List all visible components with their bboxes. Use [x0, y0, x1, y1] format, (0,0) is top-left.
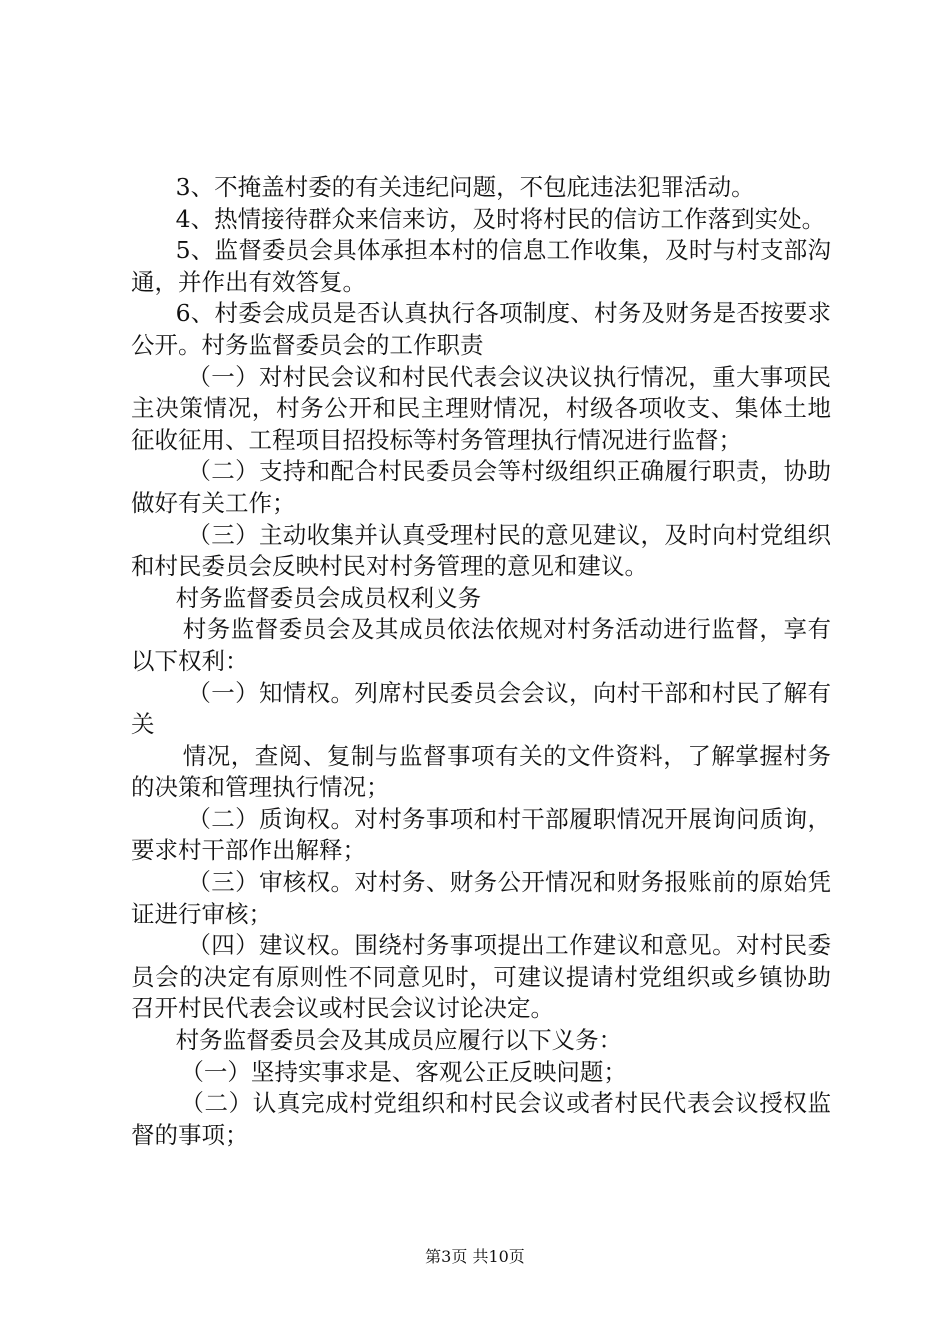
paragraph: （一）坚持实事求是、客观公正反映问题；	[180, 1057, 627, 1086]
paragraph: 村务监督委员会及其成员应履行以下义务：	[175, 1026, 623, 1055]
paragraph: （二）认真完成村党组织和村民会议或者村民代表会议授权监督的事项；	[131, 1089, 831, 1149]
paragraph: （三）审核权。对村务、财务公开情况和财务报账前的原始凭证进行审核；	[131, 868, 831, 928]
paragraph: 4、热情接待群众来信来访，及时将村民的信访工作落到实处。	[175, 204, 826, 233]
paragraph: （二）质询权。对村务事项和村干部履职情况开展询问质询，要求村干部作出解释；	[131, 804, 831, 865]
paragraph: （一）对村民会议和村民代表会议决议执行情况，重大事项民主决策情况，村务公开和民主理财情况，村级各项收支、集体土地征收征用、工程项目招投标等村务管理执行情况进行监督；	[131, 362, 831, 454]
paragraph: 6、村委会成员是否认真执行各项制度、村务及财务是否按要求公开。村务监督委员会的工作职责	[131, 299, 831, 359]
paragraph: （四）建议权。围绕村务事项提出工作建议和意见。对村民委员会的决定有原则性不同意见时，可建议提请村党组织或乡镇协助召开村民代表会议或村民会议讨论决定。	[131, 931, 831, 1023]
paragraph: 村务监督委员会成员权利义务	[175, 583, 482, 612]
paragraph: 5、监督委员会具体承担本村的信息工作收集，及时与村支部沟通，并作出有效答复。	[131, 236, 831, 296]
paragraph: （三）主动收集并认真受理村民的意见建议，及时向村党组织和村民委员会反映村民对村务管理的意见和建议。	[131, 520, 831, 581]
paragraph: 情况，查阅、复制与监督事项有关的文件资料，了解掌握村务的决策和管理执行情况；	[131, 741, 831, 802]
document-body	[131, 172, 831, 1151]
paragraph: （一）知情权。列席村民委员会会议，向村干部和村民了解有关	[131, 678, 831, 739]
paragraph: 3、不掩盖村委的有关违纪问题，不包庇违法犯罪活动。	[175, 173, 755, 201]
paragraph: （二）支持和配合村民委员会等村级组织正确履行职责，协助做好有关工作；	[131, 457, 831, 517]
page-footer: 第3页 共10页	[425, 1247, 525, 1266]
paragraph: 村务监督委员会及其成员依法依规对村务活动进行监督，享有以下权利：	[131, 615, 831, 675]
